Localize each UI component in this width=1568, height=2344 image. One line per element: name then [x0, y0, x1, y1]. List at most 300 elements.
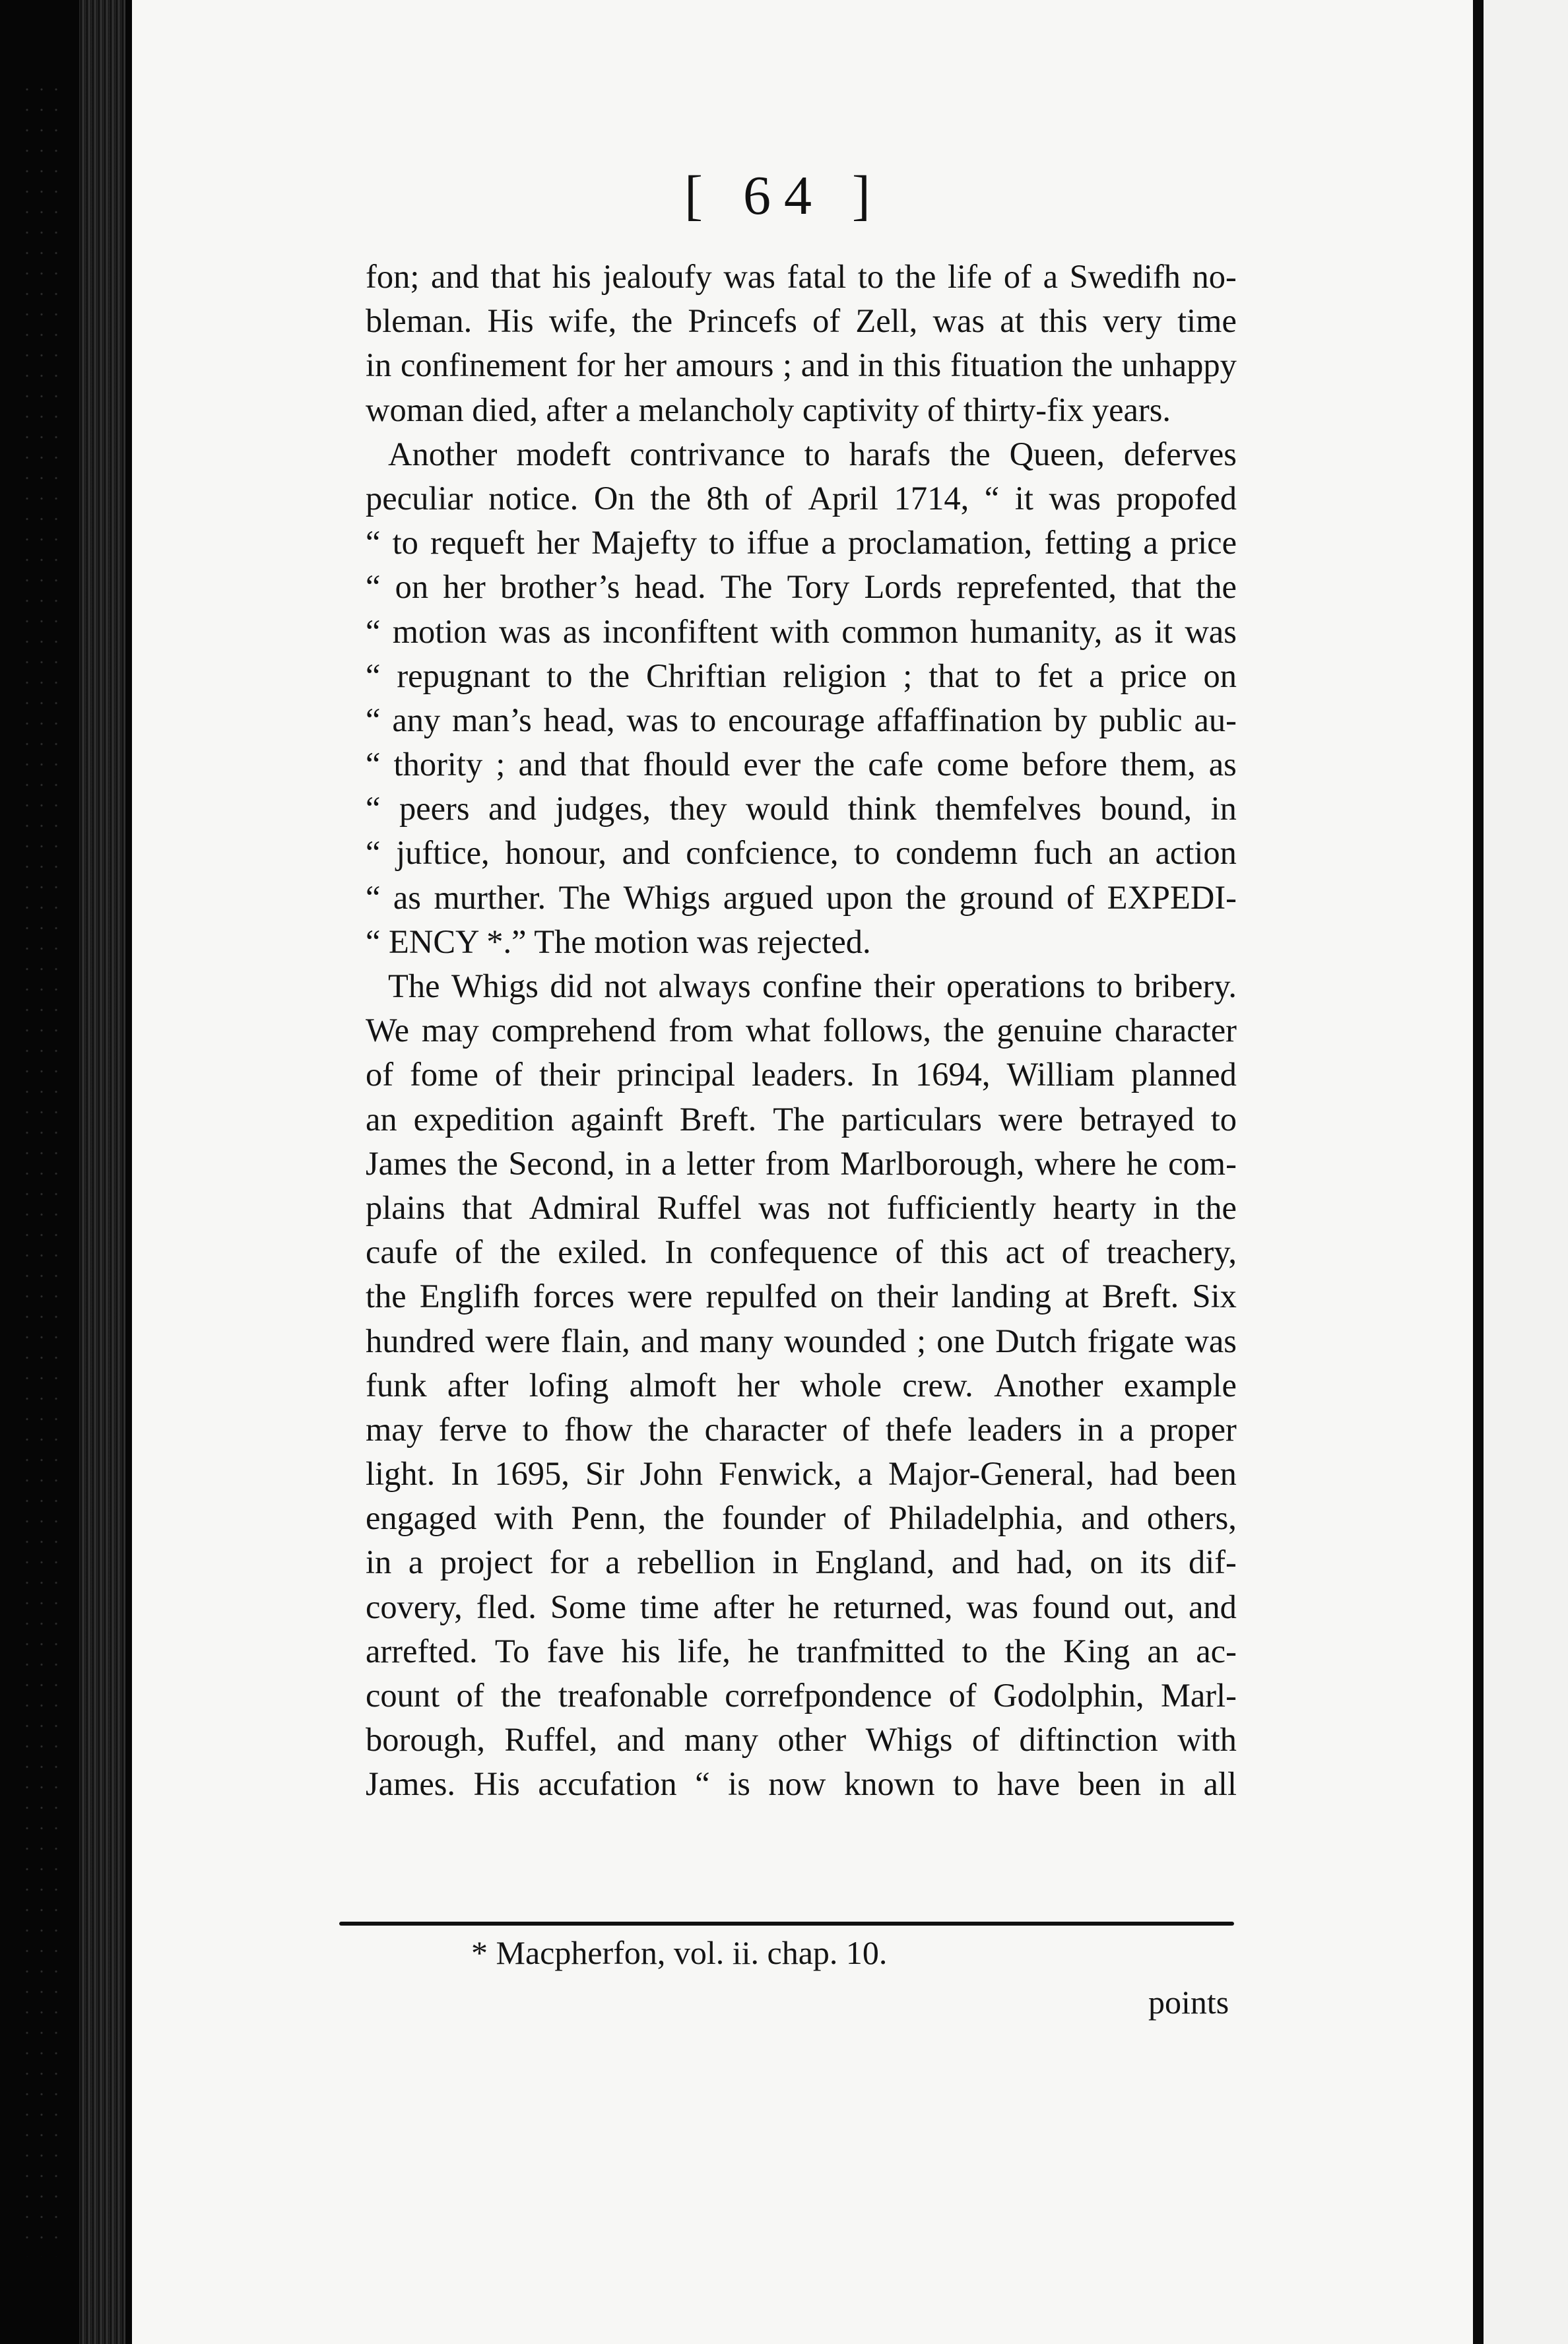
text-line: [366, 1186, 1237, 1230]
word: any: [392, 701, 441, 738]
word: and: [1081, 1499, 1130, 1537]
word: of: [764, 479, 793, 517]
word: may: [366, 1410, 423, 1448]
word: a: [1043, 258, 1058, 295]
word: with: [770, 612, 830, 650]
word: a: [605, 1544, 620, 1581]
word: time: [1177, 302, 1237, 340]
text-line: [366, 1274, 1237, 1318]
word: encourage: [728, 701, 865, 738]
text-line: [366, 343, 1237, 387]
word: His: [473, 1765, 520, 1803]
word: of: [456, 1677, 484, 1714]
word: was: [1185, 612, 1237, 650]
word: ever: [743, 746, 801, 783]
word: brother’s: [500, 568, 620, 606]
word: Princefs: [688, 302, 797, 340]
word: this: [940, 1233, 989, 1271]
word: and: [488, 790, 537, 828]
word: to: [995, 657, 1022, 694]
word: in: [858, 346, 884, 384]
text-line: [366, 1097, 1237, 1142]
word: may: [421, 1012, 479, 1049]
word: and: [800, 346, 849, 384]
word: the: [663, 1499, 705, 1537]
text-line: [366, 1230, 1237, 1274]
word: Admiral: [529, 1188, 640, 1226]
word: au-: [1194, 701, 1237, 738]
word: founder: [722, 1499, 826, 1537]
word: ferve: [438, 1410, 507, 1448]
word: life,: [677, 1632, 731, 1670]
word: and: [622, 834, 670, 872]
word: repulfed: [705, 1278, 817, 1315]
word: Englifh: [419, 1278, 520, 1315]
word: the: [366, 1278, 407, 1315]
word: hundred: [366, 1322, 475, 1359]
word: James.: [366, 1765, 456, 1803]
word: their: [539, 1056, 601, 1093]
word: reprefented,: [956, 568, 1117, 606]
word: honour,: [505, 834, 606, 872]
word: what: [745, 1012, 811, 1049]
word: that: [929, 657, 979, 694]
word: crew.: [902, 1366, 973, 1404]
word: of: [948, 1677, 977, 1714]
word: ;: [496, 746, 506, 783]
word: that: [490, 258, 541, 295]
word: that: [462, 1188, 512, 1226]
word: of: [812, 302, 841, 340]
word: was: [499, 612, 551, 650]
word: peculiar: [366, 479, 473, 517]
word: arrefted.: [366, 1632, 478, 1670]
word: judges,: [555, 790, 651, 828]
page-number: [ 64 ]: [684, 165, 884, 226]
word: he: [1126, 1144, 1158, 1182]
word: Marlborough,: [840, 1144, 1025, 1182]
word: his: [621, 1632, 661, 1670]
word: To: [494, 1632, 530, 1670]
word: that: [579, 746, 630, 783]
text-line: [366, 255, 1237, 299]
word: to: [392, 524, 418, 562]
word: with: [494, 1499, 554, 1537]
word: and: [430, 258, 479, 295]
word: a: [1119, 1410, 1134, 1448]
word: bleman.: [366, 302, 473, 340]
word: whole: [800, 1366, 882, 1404]
text-line: [366, 1008, 1237, 1053]
word: the: [457, 1144, 498, 1182]
text-line: [366, 654, 1237, 698]
word: where: [1034, 1144, 1117, 1182]
word: Whigs: [623, 878, 711, 916]
word: on: [1090, 1544, 1123, 1581]
text-line: [366, 876, 1237, 920]
word: Chriftian: [646, 657, 767, 694]
word: after: [447, 1366, 509, 1404]
word: EXPEDI-: [1107, 878, 1237, 916]
word: a: [821, 524, 836, 562]
word: exiled.: [558, 1233, 648, 1271]
word: after: [713, 1588, 775, 1625]
word: by: [1053, 701, 1088, 738]
word: were: [998, 1100, 1063, 1138]
word: John: [639, 1455, 703, 1493]
word: wounded: [783, 1322, 907, 1359]
footnote: * Macpherfon, vol. ii. chap. 10.: [471, 1934, 888, 1971]
word: the: [895, 258, 936, 295]
word: price: [1120, 657, 1187, 694]
word: upon: [826, 878, 893, 916]
word: borough,: [366, 1721, 485, 1759]
word: it: [1014, 479, 1033, 517]
word: “: [366, 701, 381, 738]
word: landing: [951, 1278, 1051, 1315]
word: ac-: [1196, 1632, 1237, 1670]
word: was: [723, 258, 775, 295]
word: Breft.: [1101, 1278, 1179, 1315]
word: her: [537, 524, 579, 562]
word: in: [625, 1144, 651, 1182]
word: “: [366, 790, 381, 828]
word: of: [842, 1410, 870, 1448]
word: an: [366, 1100, 397, 1138]
word: had,: [1016, 1544, 1073, 1581]
text-line: [366, 1540, 1237, 1584]
word: Marl-: [1160, 1677, 1237, 1714]
word: “: [366, 834, 381, 872]
word: not: [827, 1188, 870, 1226]
word: King: [1063, 1632, 1130, 1670]
word: peers: [399, 790, 470, 828]
word: Penn,: [571, 1499, 646, 1537]
word: this: [893, 346, 942, 384]
word: “: [366, 878, 381, 916]
word: argued: [723, 878, 814, 916]
word: comprehend: [491, 1012, 657, 1049]
word: light.: [366, 1455, 436, 1493]
word: Zell,: [855, 302, 918, 340]
word: a: [661, 1144, 676, 1182]
word: they: [669, 790, 727, 828]
word: many: [699, 1322, 773, 1359]
word: always: [658, 967, 751, 1004]
word: character: [704, 1410, 827, 1448]
word: wife,: [548, 302, 617, 340]
word: Second,: [508, 1144, 615, 1182]
word: of: [1066, 878, 1095, 916]
word: in: [1210, 790, 1237, 828]
word: motion: [392, 612, 487, 650]
word: murther.: [434, 878, 546, 916]
text-line: [366, 1629, 1237, 1674]
word: Dutch: [995, 1322, 1077, 1359]
word: a: [857, 1455, 873, 1493]
word: its: [1140, 1544, 1172, 1581]
word: known: [843, 1765, 935, 1803]
word: to: [857, 258, 884, 295]
word: bribery.: [1134, 967, 1237, 1004]
word: Another: [994, 1366, 1103, 1404]
word: fhould: [643, 746, 731, 783]
word: on: [395, 568, 429, 606]
text-line: [366, 1585, 1237, 1629]
word: Lords: [864, 568, 942, 606]
word: particulars: [841, 1100, 982, 1138]
word: treafonable: [558, 1677, 708, 1714]
word: againft: [570, 1100, 663, 1138]
word: leaders: [967, 1410, 1062, 1448]
word: come: [936, 746, 1009, 783]
word: hearty: [1053, 1188, 1136, 1226]
text-line: [366, 1718, 1237, 1762]
word: confine: [762, 967, 863, 1004]
word: Majefty: [591, 524, 697, 562]
word: their: [876, 1278, 938, 1315]
word: and: [640, 1322, 689, 1359]
word: James: [366, 1144, 447, 1182]
word: project: [440, 1544, 533, 1581]
word: Six: [1192, 1278, 1237, 1315]
text-line: [366, 1408, 1237, 1452]
word: this: [1039, 302, 1088, 340]
word: very: [1103, 302, 1162, 340]
word: them,: [1121, 746, 1196, 783]
word: fome: [410, 1056, 478, 1093]
word: On: [593, 479, 635, 517]
word: from: [668, 1012, 734, 1049]
word: “: [366, 612, 381, 650]
word: that: [1131, 568, 1181, 606]
word: “: [366, 657, 381, 694]
word: head,: [543, 701, 615, 738]
word: no-: [1192, 258, 1237, 295]
word: of: [895, 1233, 923, 1271]
word: plains: [366, 1188, 445, 1226]
word: principal: [616, 1056, 736, 1093]
word: lofing: [529, 1366, 609, 1404]
word: letter: [686, 1144, 755, 1182]
word: fave: [546, 1632, 604, 1670]
word: themfelves: [935, 790, 1082, 828]
word: Godolphin,: [993, 1677, 1144, 1714]
word: condemn: [896, 834, 1018, 872]
word: the: [1196, 568, 1237, 606]
word: life: [948, 258, 993, 295]
word: amours: [675, 346, 774, 384]
word: many: [684, 1721, 759, 1759]
word: the: [648, 1410, 689, 1448]
word: the: [1005, 1632, 1046, 1670]
word: in: [366, 346, 392, 384]
word: confcience,: [686, 834, 839, 872]
word: tranfmitted: [797, 1632, 945, 1670]
word: her: [443, 568, 486, 606]
word: act: [1005, 1233, 1045, 1271]
word: April: [808, 479, 878, 517]
word: a: [1089, 657, 1104, 694]
word: ;: [903, 657, 913, 694]
word: proper: [1150, 1410, 1237, 1448]
word: William: [1006, 1056, 1115, 1093]
word: ground: [959, 878, 1054, 916]
word: the: [632, 302, 673, 340]
text-line: [366, 1319, 1237, 1363]
word: the: [650, 479, 691, 517]
word: their: [874, 967, 935, 1004]
word: the: [905, 878, 947, 916]
word: modeft: [516, 435, 611, 472]
word: the: [1072, 346, 1113, 384]
text-line: [366, 920, 1237, 964]
word: frigate: [1087, 1322, 1175, 1359]
word: rebellion: [637, 1544, 756, 1581]
word: fet: [1037, 657, 1073, 694]
word: to: [522, 1410, 549, 1448]
word: caufe: [366, 1233, 438, 1271]
text-line: [366, 388, 1237, 432]
word: treachery,: [1106, 1233, 1237, 1271]
word: he: [788, 1588, 820, 1625]
word: of: [366, 1056, 394, 1093]
text-line: [366, 1496, 1237, 1540]
word: for: [576, 346, 615, 384]
text-line: [366, 831, 1237, 875]
word: confequence: [709, 1233, 878, 1271]
catchword: points: [1148, 1984, 1229, 2021]
word: the: [814, 746, 855, 783]
word: common: [841, 612, 958, 650]
word: the: [950, 435, 991, 472]
word: engaged: [366, 1499, 477, 1537]
word: follows,: [822, 1012, 932, 1049]
word: is: [728, 1765, 750, 1803]
word: cafe: [868, 746, 924, 783]
word: in: [1078, 1410, 1104, 1448]
word: and: [518, 746, 567, 783]
word: Whigs: [865, 1721, 953, 1759]
word: to: [546, 657, 573, 694]
word: one: [936, 1322, 985, 1359]
word: fufficiently: [886, 1188, 1036, 1226]
word: The: [720, 568, 773, 606]
word: the: [500, 1233, 541, 1271]
word: action: [1155, 834, 1237, 872]
word: as: [1208, 746, 1237, 783]
word: forces: [533, 1278, 614, 1315]
word: Tory: [787, 568, 850, 606]
word: In: [451, 1455, 479, 1493]
word: com-: [1168, 1144, 1237, 1182]
word: for: [549, 1544, 589, 1581]
word: contrivance: [630, 435, 785, 472]
word: others,: [1146, 1499, 1237, 1537]
word: ;: [917, 1322, 927, 1359]
word: her: [736, 1366, 780, 1404]
word: propofed: [1116, 479, 1237, 517]
word: affaffination: [876, 701, 1043, 738]
word: Some: [550, 1588, 626, 1625]
text-line: [366, 1363, 1237, 1408]
word: of: [1003, 258, 1031, 295]
word: public: [1099, 701, 1183, 738]
word: “: [366, 524, 381, 562]
word: and: [951, 1544, 1000, 1581]
word: fhow: [564, 1410, 633, 1448]
word: of: [971, 1721, 1000, 1759]
word: His: [487, 302, 534, 340]
word: “: [984, 479, 1000, 517]
line-text: woman died, after a melancholy captivity of thirty-fix years.: [366, 391, 1171, 428]
word: The: [558, 878, 611, 916]
word: 1714,: [894, 479, 969, 517]
text-line: [366, 1762, 1237, 1806]
word: was: [1049, 479, 1101, 517]
word: on: [1203, 657, 1237, 694]
word: all: [1203, 1765, 1237, 1803]
word: was: [758, 1188, 810, 1226]
word: had: [1109, 1455, 1158, 1493]
word: iffue: [746, 524, 810, 562]
word: requeft: [430, 524, 525, 562]
word: before: [1022, 746, 1107, 783]
word: and: [1188, 1588, 1237, 1625]
word: thefe: [885, 1410, 952, 1448]
text-line: [366, 476, 1237, 521]
word: Queen,: [1009, 435, 1105, 472]
word: at: [1000, 302, 1024, 340]
word: funk: [366, 1366, 427, 1404]
line-text: “ ENCY *.” The motion was rejected.: [366, 923, 871, 960]
word: correfpondence: [725, 1677, 932, 1714]
word: man’s: [452, 701, 532, 738]
word: deferves: [1123, 435, 1237, 472]
word: leaders.: [752, 1056, 855, 1093]
word: Sir: [585, 1455, 624, 1493]
word: was: [626, 701, 679, 738]
word: accufation: [538, 1765, 677, 1803]
scan-edge-noise: [20, 79, 59, 2257]
word: was: [932, 302, 985, 340]
word: “: [695, 1765, 710, 1803]
word: out,: [1123, 1588, 1175, 1625]
word: 1695,: [494, 1455, 570, 1493]
facing-page-edge: [1484, 0, 1568, 2344]
word: In: [870, 1056, 899, 1093]
text-line: [366, 1674, 1237, 1718]
word: Breft.: [679, 1100, 757, 1138]
word: his: [552, 258, 591, 295]
word: as: [562, 612, 591, 650]
word: to: [962, 1632, 988, 1670]
word: “: [366, 746, 381, 783]
word: Philadelphia,: [888, 1499, 1064, 1537]
word: not: [604, 967, 647, 1004]
word: diftinction: [1019, 1721, 1158, 1759]
word: to: [1097, 967, 1123, 1004]
word: an: [1147, 1632, 1179, 1670]
word: in: [772, 1544, 799, 1581]
text-line: [366, 787, 1237, 831]
word: as: [393, 878, 421, 916]
word: a: [1143, 524, 1158, 562]
word: were: [628, 1278, 693, 1315]
word: In: [665, 1233, 693, 1271]
word: would: [746, 790, 830, 828]
word: example: [1123, 1366, 1237, 1404]
